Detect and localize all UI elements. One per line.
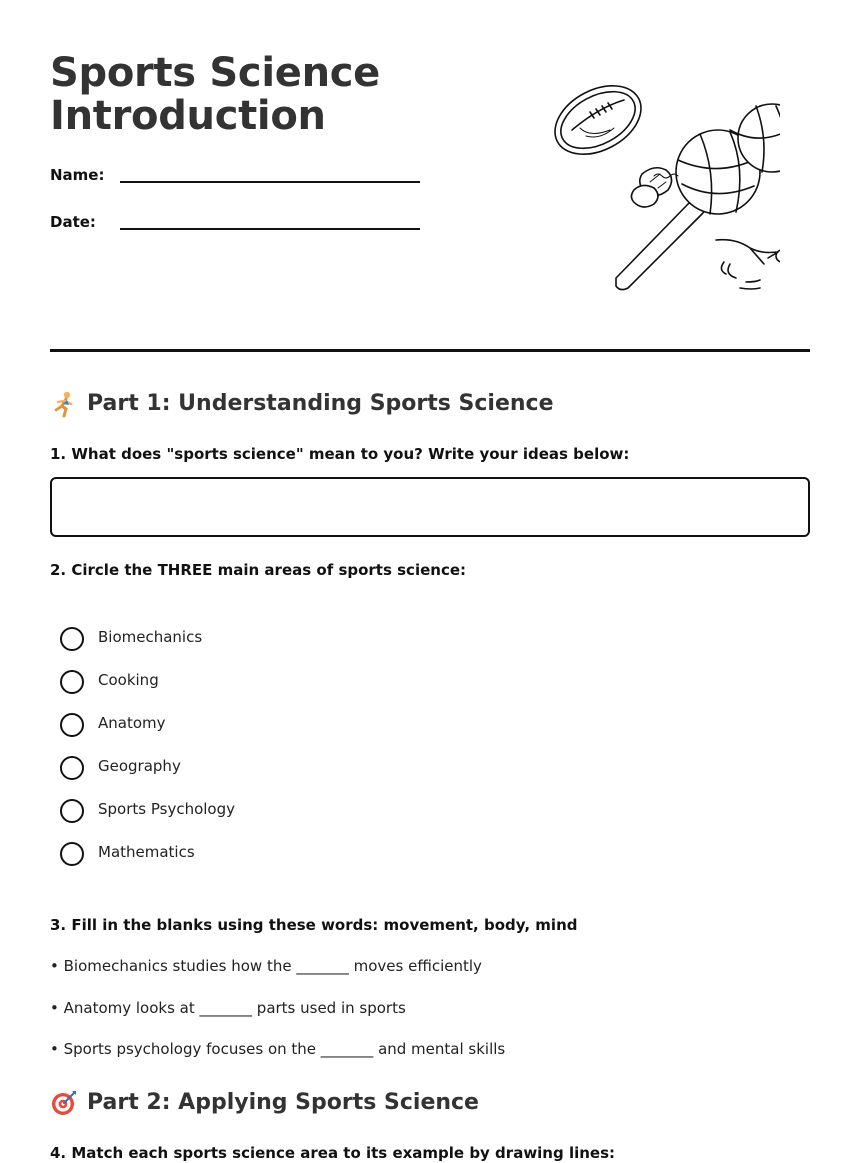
option-mathematics[interactable] <box>60 840 235 883</box>
name-underline[interactable] <box>120 181 420 183</box>
option-circle[interactable] <box>60 756 84 780</box>
part2-heading <box>50 1089 479 1117</box>
title-line-2: Introduction <box>50 93 326 139</box>
option-circle[interactable] <box>60 627 84 651</box>
question-1-answer-box[interactable] <box>50 477 810 537</box>
option-circle[interactable] <box>60 713 84 737</box>
option-label: Biomechanics <box>98 628 203 646</box>
option-circle[interactable] <box>60 799 84 823</box>
question-2: 2. Circle the THREE main areas of sports science: <box>50 561 467 579</box>
boxing-gloves-icon <box>631 168 678 207</box>
option-circle[interactable] <box>60 842 84 866</box>
option-cooking[interactable] <box>60 668 235 711</box>
option-label: Cooking <box>98 671 159 689</box>
question-3: 3. Fill in the blanks using these words: movement, body, mind <box>50 916 578 934</box>
direct-hit-target-icon <box>50 1089 78 1117</box>
sports-equipment-illustration <box>550 78 780 296</box>
running-person-icon <box>50 390 78 418</box>
part2-heading-text: Part 2: Applying Sports Science <box>87 1090 479 1115</box>
swimmer-icon <box>716 240 780 289</box>
option-circle[interactable] <box>60 670 84 694</box>
part1-heading <box>50 390 554 418</box>
fill-blank-3[interactable]: • Sports psychology focuses on the _______ and mental skills <box>50 1040 506 1058</box>
bat-icon <box>616 194 708 289</box>
option-label: Geography <box>98 757 181 775</box>
date-underline[interactable] <box>120 228 420 230</box>
area-options <box>60 625 235 883</box>
worksheet-page <box>50 0 810 1161</box>
fill-blank-2[interactable]: • Anatomy looks at _______ parts used in sports <box>50 999 406 1017</box>
name-label: Name: <box>50 166 105 184</box>
option-sports-psychology[interactable] <box>60 797 235 840</box>
option-label: Anatomy <box>98 714 166 732</box>
date-label: Date: <box>50 213 96 231</box>
option-anatomy[interactable] <box>60 711 235 754</box>
date-field[interactable] <box>50 212 430 236</box>
option-label: Sports Psychology <box>98 800 235 818</box>
page-title <box>50 52 380 138</box>
section-divider <box>50 349 810 352</box>
title-line-1: Sports Science <box>50 50 380 96</box>
question-1: 1. What does "sports science" mean to you? Write your ideas below: <box>50 445 630 463</box>
football-icon <box>550 78 653 168</box>
option-geography[interactable] <box>60 754 235 797</box>
option-biomechanics[interactable] <box>60 625 235 668</box>
fill-blank-1[interactable]: • Biomechanics studies how the _______ moves efficiently <box>50 957 482 975</box>
name-field[interactable] <box>50 165 430 189</box>
question-4: 4. Match each sports science area to its example by drawing lines: <box>50 1144 616 1162</box>
option-label: Mathematics <box>98 843 195 861</box>
part1-heading-text: Part 1: Understanding Sports Science <box>87 391 554 416</box>
